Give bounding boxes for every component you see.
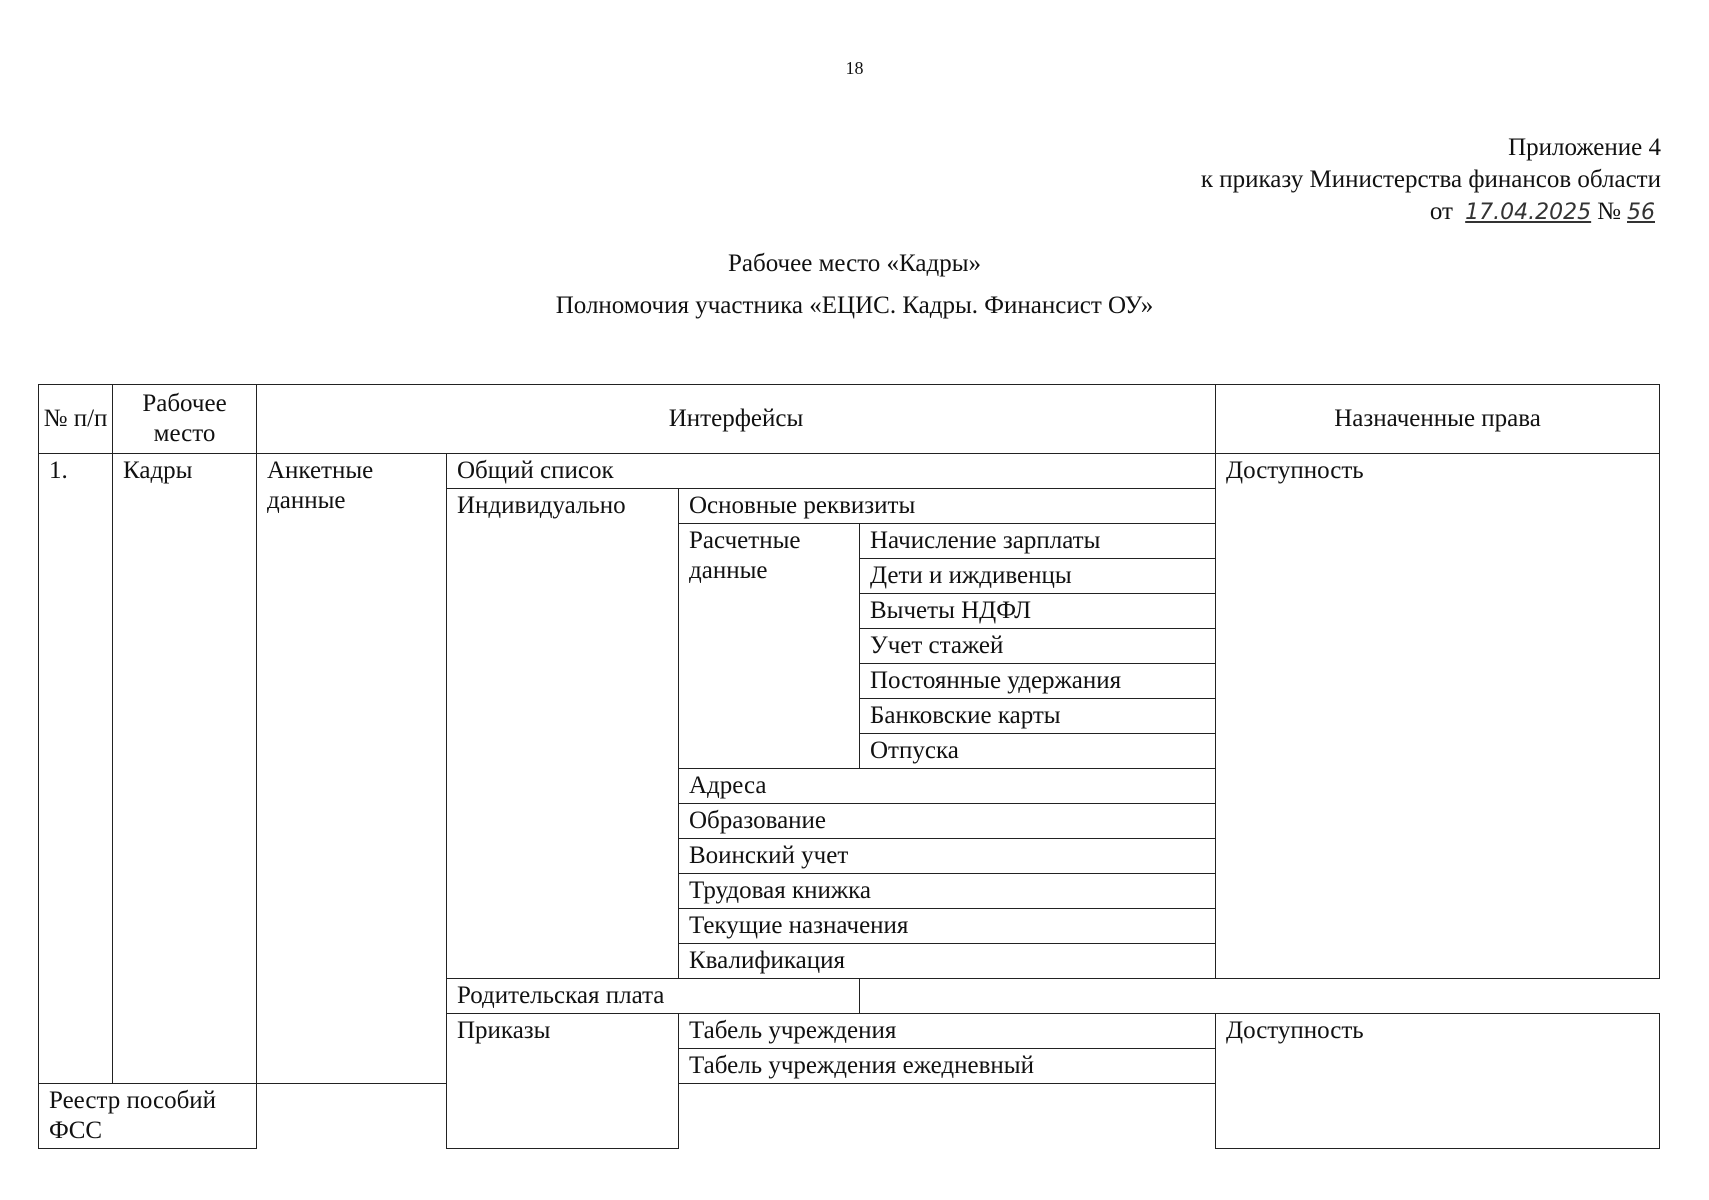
row-section: Анкетные данные <box>257 454 447 1084</box>
orders-item: Реестр пособий ФСС <box>39 1084 257 1149</box>
appendix-date-line <box>1201 196 1661 229</box>
header-workplace: Рабочее место <box>113 385 257 454</box>
calc-item: Вычеты НДФЛ <box>860 594 1216 629</box>
row-workplace: Кадры <box>113 454 257 1084</box>
table-row <box>39 454 1660 489</box>
handwritten-number: 56 <box>1627 200 1655 225</box>
calc-item: Постоянные удержания <box>860 664 1216 699</box>
basic-details: Основные реквизиты <box>679 489 1216 524</box>
row-number: 1. <box>39 454 113 1084</box>
individual-item: Текущие назначения <box>679 909 1216 944</box>
calc-item: Начисление зарплаты <box>860 524 1216 559</box>
page-number: 18 <box>845 58 864 78</box>
orders-cell: Приказы <box>447 1014 679 1149</box>
handwritten-date: 17.04.2025 <box>1465 200 1592 225</box>
individual-item: Образование <box>679 804 1216 839</box>
table-header-row <box>39 385 1660 454</box>
general-list: Общий список <box>447 454 1216 489</box>
orders-item: Табель учреждения ежедневный <box>679 1049 1216 1084</box>
calc-item: Учет стажей <box>860 629 1216 664</box>
from-label: от <box>1429 198 1453 225</box>
rights-cell-1: Доступность <box>1216 454 1660 979</box>
rights-table <box>38 384 1660 1149</box>
calc-data-cell: Расчетные данные <box>679 524 860 769</box>
individual-item: Трудовая книжка <box>679 874 1216 909</box>
individual-item: Адреса <box>679 769 1216 804</box>
orders-item: Табель учреждения <box>679 1014 1216 1049</box>
header-num: № п/п <box>39 385 113 454</box>
rights-cell-2: Доступность <box>1216 1014 1660 1149</box>
calc-item: Отпуска <box>860 734 1216 769</box>
appendix-line1: Приложение 4 <box>1508 134 1661 161</box>
individual-item: Квалификация <box>679 944 1216 979</box>
document-subtitle: Полномочия участника «ЕЦИС. Кадры. Финансист ОУ» <box>555 292 1154 319</box>
individual-cell: Индивидуально <box>447 489 679 979</box>
appendix-block <box>1201 132 1661 229</box>
individual-item: Родительская плата <box>447 979 860 1014</box>
number-label: № <box>1597 198 1621 225</box>
header-rights: Назначенные права <box>1216 385 1660 454</box>
appendix-line2: к приказу Министерства финансов области <box>1200 166 1661 193</box>
document-title: Рабочее место «Кадры» <box>727 250 982 277</box>
header-interfaces: Интерфейсы <box>257 385 1216 454</box>
calc-item: Дети и иждивенцы <box>860 559 1216 594</box>
individual-item: Воинский учет <box>679 839 1216 874</box>
calc-item: Банковские карты <box>860 699 1216 734</box>
